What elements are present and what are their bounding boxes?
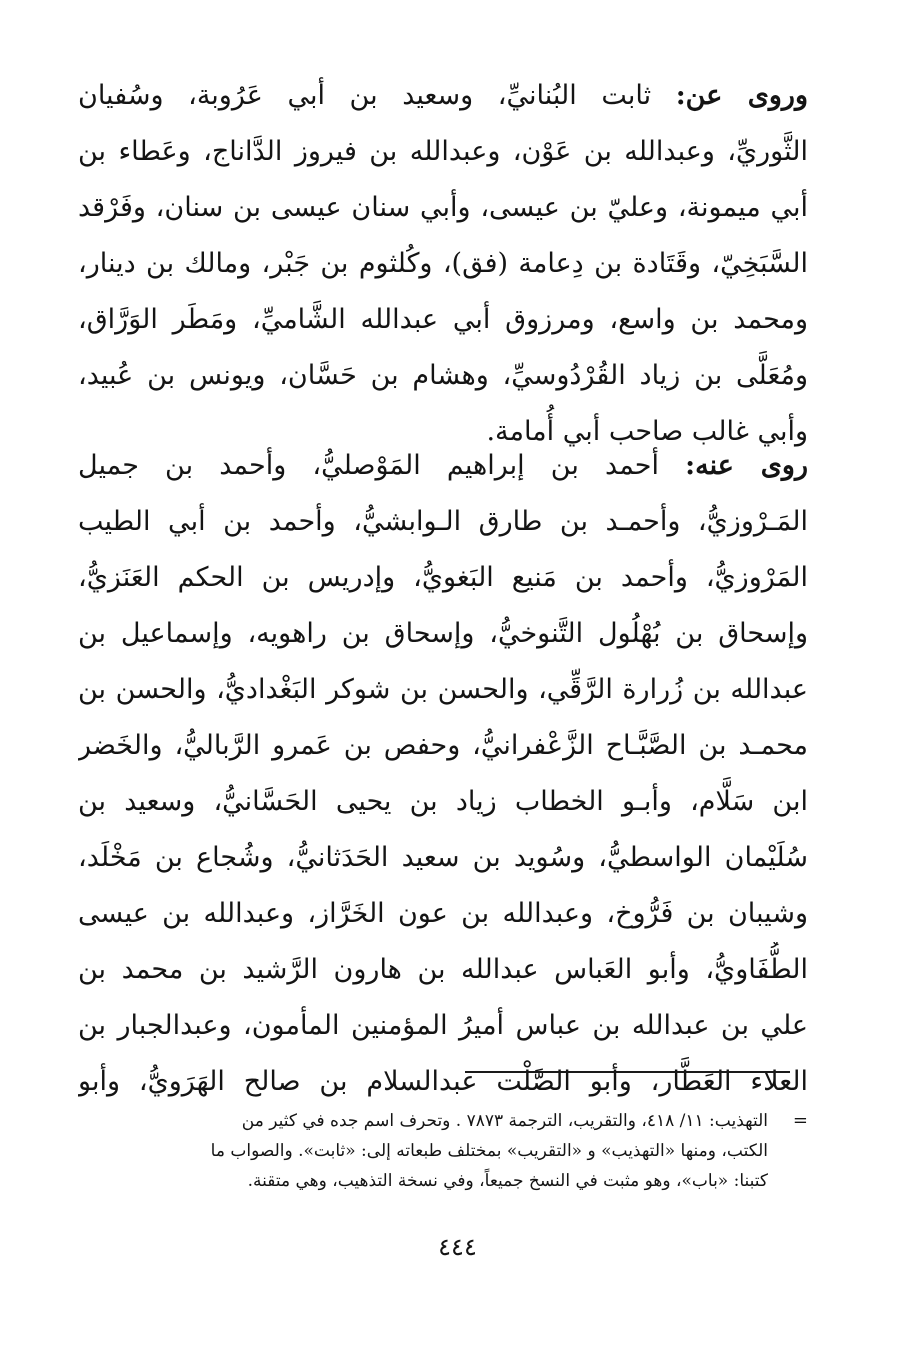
text-line: ومُعَلَّى بن زياد القُرْدُوسيِّ، وهشام بن حَسَّان، ويونس بن عُبيد،: [78, 360, 808, 391]
text-line: وأبي غالب صاحب أبي أُمامة.: [486, 416, 808, 447]
text-line: السَّبَخِيّ، وقَتَادة بن دِعامة (فق)، وكُلثوم بن جَبْر، ومالك بن دينار،: [78, 248, 808, 279]
text-line: علي بن عبدالله بن عباس أميرُ المؤمنين المأمون، وعبدالجبار بن: [78, 1010, 808, 1041]
page-number: ٤٤٤: [438, 1233, 477, 1261]
text-line: المَرْوزيُّ، وأحمد بن مَنيع البَغويُّ، وإدريس بن الحكم العَنَزيُّ،: [78, 562, 808, 593]
narrated-from-paragraph: [78, 68, 808, 460]
footnote-line: الكتب، ومنها «التهذيب» و «التقريب» بمختلف طبعاته إلى: «ثابت». والصواب ما: [210, 1141, 768, 1161]
text-line: وإسحاق بن بُهْلُول التَّنوخيُّ، وإسحاق بن راهويه، وإسماعيل بن: [78, 618, 808, 649]
paragraph-lead: وروى عن:: [675, 80, 808, 111]
text-line: عبدالله بن زُرارة الرَّقِّي، والحسن بن شوكر البَغْداديُّ، والحسن بن: [78, 674, 808, 705]
text-line: روى عنه: أحمد بن إبراهيم المَوْصليُّ، وأحمد بن جميل: [78, 450, 808, 481]
paragraph-lead: روى عنه:: [685, 450, 808, 481]
text-line: الثَّوريِّ، وعبدالله بن عَوْن، وعبدالله بن فيروز الدَّاناج، وعَطاء بن: [78, 136, 808, 167]
text-line: وشيبان بن فَرُّوخ، وعبدالله بن عون الخَرَّاز، وعبدالله بن عيسى: [78, 898, 808, 929]
text-line: ابن سَلَّام، وأبـو الخطاب زياد بن يحيى الحَسَّانيُّ، وسعيد بن: [78, 786, 808, 817]
narrated-by-paragraph: [78, 438, 808, 1110]
text-line: أبي ميمونة، وعليّ بن عيسى، وأبي سنان عيسى بن سنان، وفَرْقد: [78, 192, 808, 223]
footnote-line: كتبنا: «باب»، وهو مثبت في النسخ جميعاً، وفي نسخة التذهيب، وهي متقنة.: [247, 1171, 768, 1191]
text-line: ومحمد بن واسع، ومرزوق أبي عبدالله الشَّاميِّ، ومَطَر الوَرَّاق،: [78, 304, 808, 335]
footnote-continuation-marker: =: [792, 1110, 808, 1131]
text-line: المَـرْوزيُّ، وأحمـد بن طارق الـوابشيُّ، وأحمد بن أبي الطيب: [78, 506, 808, 537]
text-line: محمـد بن الصَّبَّـاح الزَّعْفرانيُّ، وحفص بن عَمرو الرَّباليُّ، والخَضر: [78, 730, 808, 761]
text-line: العلاء العَطَّار، وأبو الصَّلْت عبدالسلام بن صالح الهَرَويُّ، وأبو: [78, 1066, 808, 1097]
footnote-line: التهذيب: ١١/ ٤١٨، والتقريب، الترجمة ٧٨٧٣ . وتحرف اسم جده في كثير من: [241, 1111, 768, 1131]
text-line: وروى عن: ثابت البُنانيِّ، وسعيد بن أبي عَرُوبة، وسُفيان: [78, 80, 808, 111]
text-line: سُلَيْمان الواسطيُّ، وسُويد بن سعيد الحَدَثانيُّ، وشُجاع بن مَخْلَد،: [78, 842, 808, 873]
footnote-divider: [465, 1071, 790, 1073]
text-line: الطُّفَاويُّ، وأبو العَباس عبدالله بن هارون الرَّشيد بن محمد بن: [78, 954, 808, 985]
